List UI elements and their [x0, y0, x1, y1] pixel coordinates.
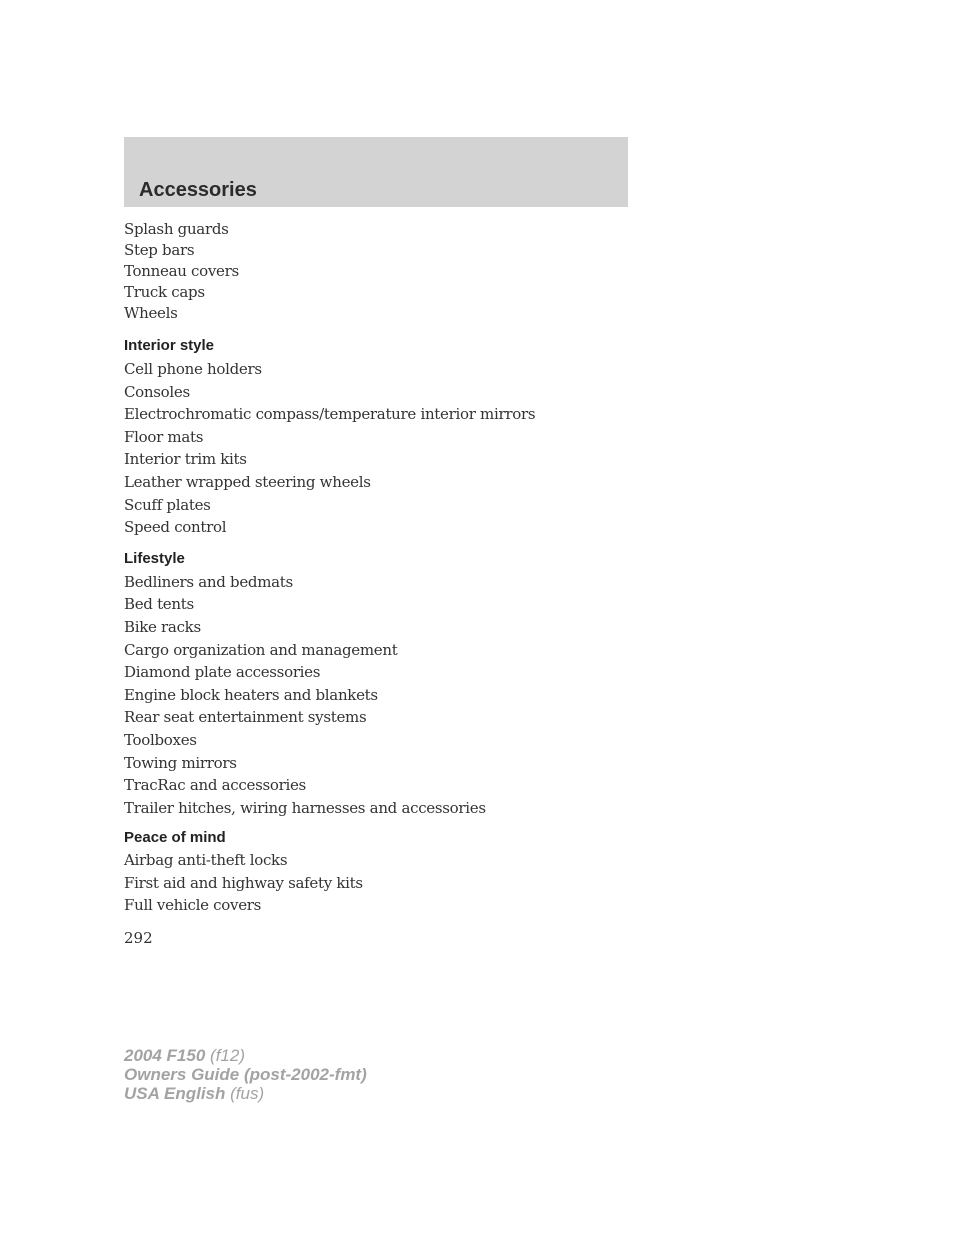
page-title: Accessories [139, 179, 257, 201]
list-item: Truck caps [124, 283, 205, 301]
list-item: TracRac and accessories [124, 776, 306, 795]
list-item: Splash guards [124, 220, 229, 238]
list-item: Leather wrapped steering wheels [124, 472, 371, 491]
list-item: Toolboxes [124, 730, 197, 749]
section-heading-interior-style: Interior style [124, 337, 215, 354]
list-item: Diamond plate accessories [124, 663, 321, 682]
list-item: Consoles [124, 382, 190, 401]
intro-list [124, 219, 644, 324]
section-header-band [124, 137, 628, 207]
footer-model: 2004 F150 [124, 1046, 206, 1065]
footer-language-code: (fus) [230, 1084, 265, 1103]
footer-line-guide [124, 1065, 367, 1084]
list-item: Engine block heaters and blankets [124, 685, 378, 704]
list-item: Towing mirrors [124, 753, 237, 772]
list-item: Cell phone holders [124, 360, 262, 378]
peace-of-mind-list [124, 849, 644, 917]
list-item: Bed tents [124, 595, 194, 614]
section-heading-peace-of-mind: Peace of mind [124, 829, 226, 847]
list-item: Rear seat entertainment systems [124, 708, 367, 727]
footer-guide: Owners Guide (post-2002-fmt) [124, 1065, 367, 1084]
list-item: Scuff plates [124, 495, 211, 514]
list-item: Cargo organization and management [124, 640, 398, 659]
list-item: Electrochromatic compass/temperature interior mirrors [124, 405, 536, 424]
list-item: Tonneau covers [124, 262, 239, 280]
list-item: Wheels [124, 304, 178, 322]
list-item: Trailer hitches, wiring harnesses and accessories [124, 798, 486, 817]
list-item: Interior trim kits [124, 450, 247, 469]
list-item: Speed control [124, 518, 227, 537]
document-footer [124, 1046, 367, 1103]
footer-line-language [124, 1084, 367, 1103]
list-item: Airbag anti-theft locks [124, 851, 288, 870]
list-item: Step bars [124, 241, 195, 259]
interior-style-list [124, 358, 644, 539]
list-item: First aid and highway safety kits [124, 873, 363, 892]
list-item: Bedliners and bedmats [124, 572, 293, 591]
footer-model-code: (f12) [210, 1046, 245, 1065]
footer-language: USA English [124, 1084, 226, 1103]
list-item: Bike racks [124, 617, 201, 636]
list-item: Floor mats [124, 427, 204, 446]
lifestyle-list [124, 571, 644, 820]
footer-line-model [124, 1046, 367, 1065]
accessories-content [124, 219, 644, 949]
list-item: Full vehicle covers [124, 896, 262, 915]
section-heading-lifestyle: Lifestyle [124, 549, 185, 567]
page-number: 292 [124, 929, 153, 948]
